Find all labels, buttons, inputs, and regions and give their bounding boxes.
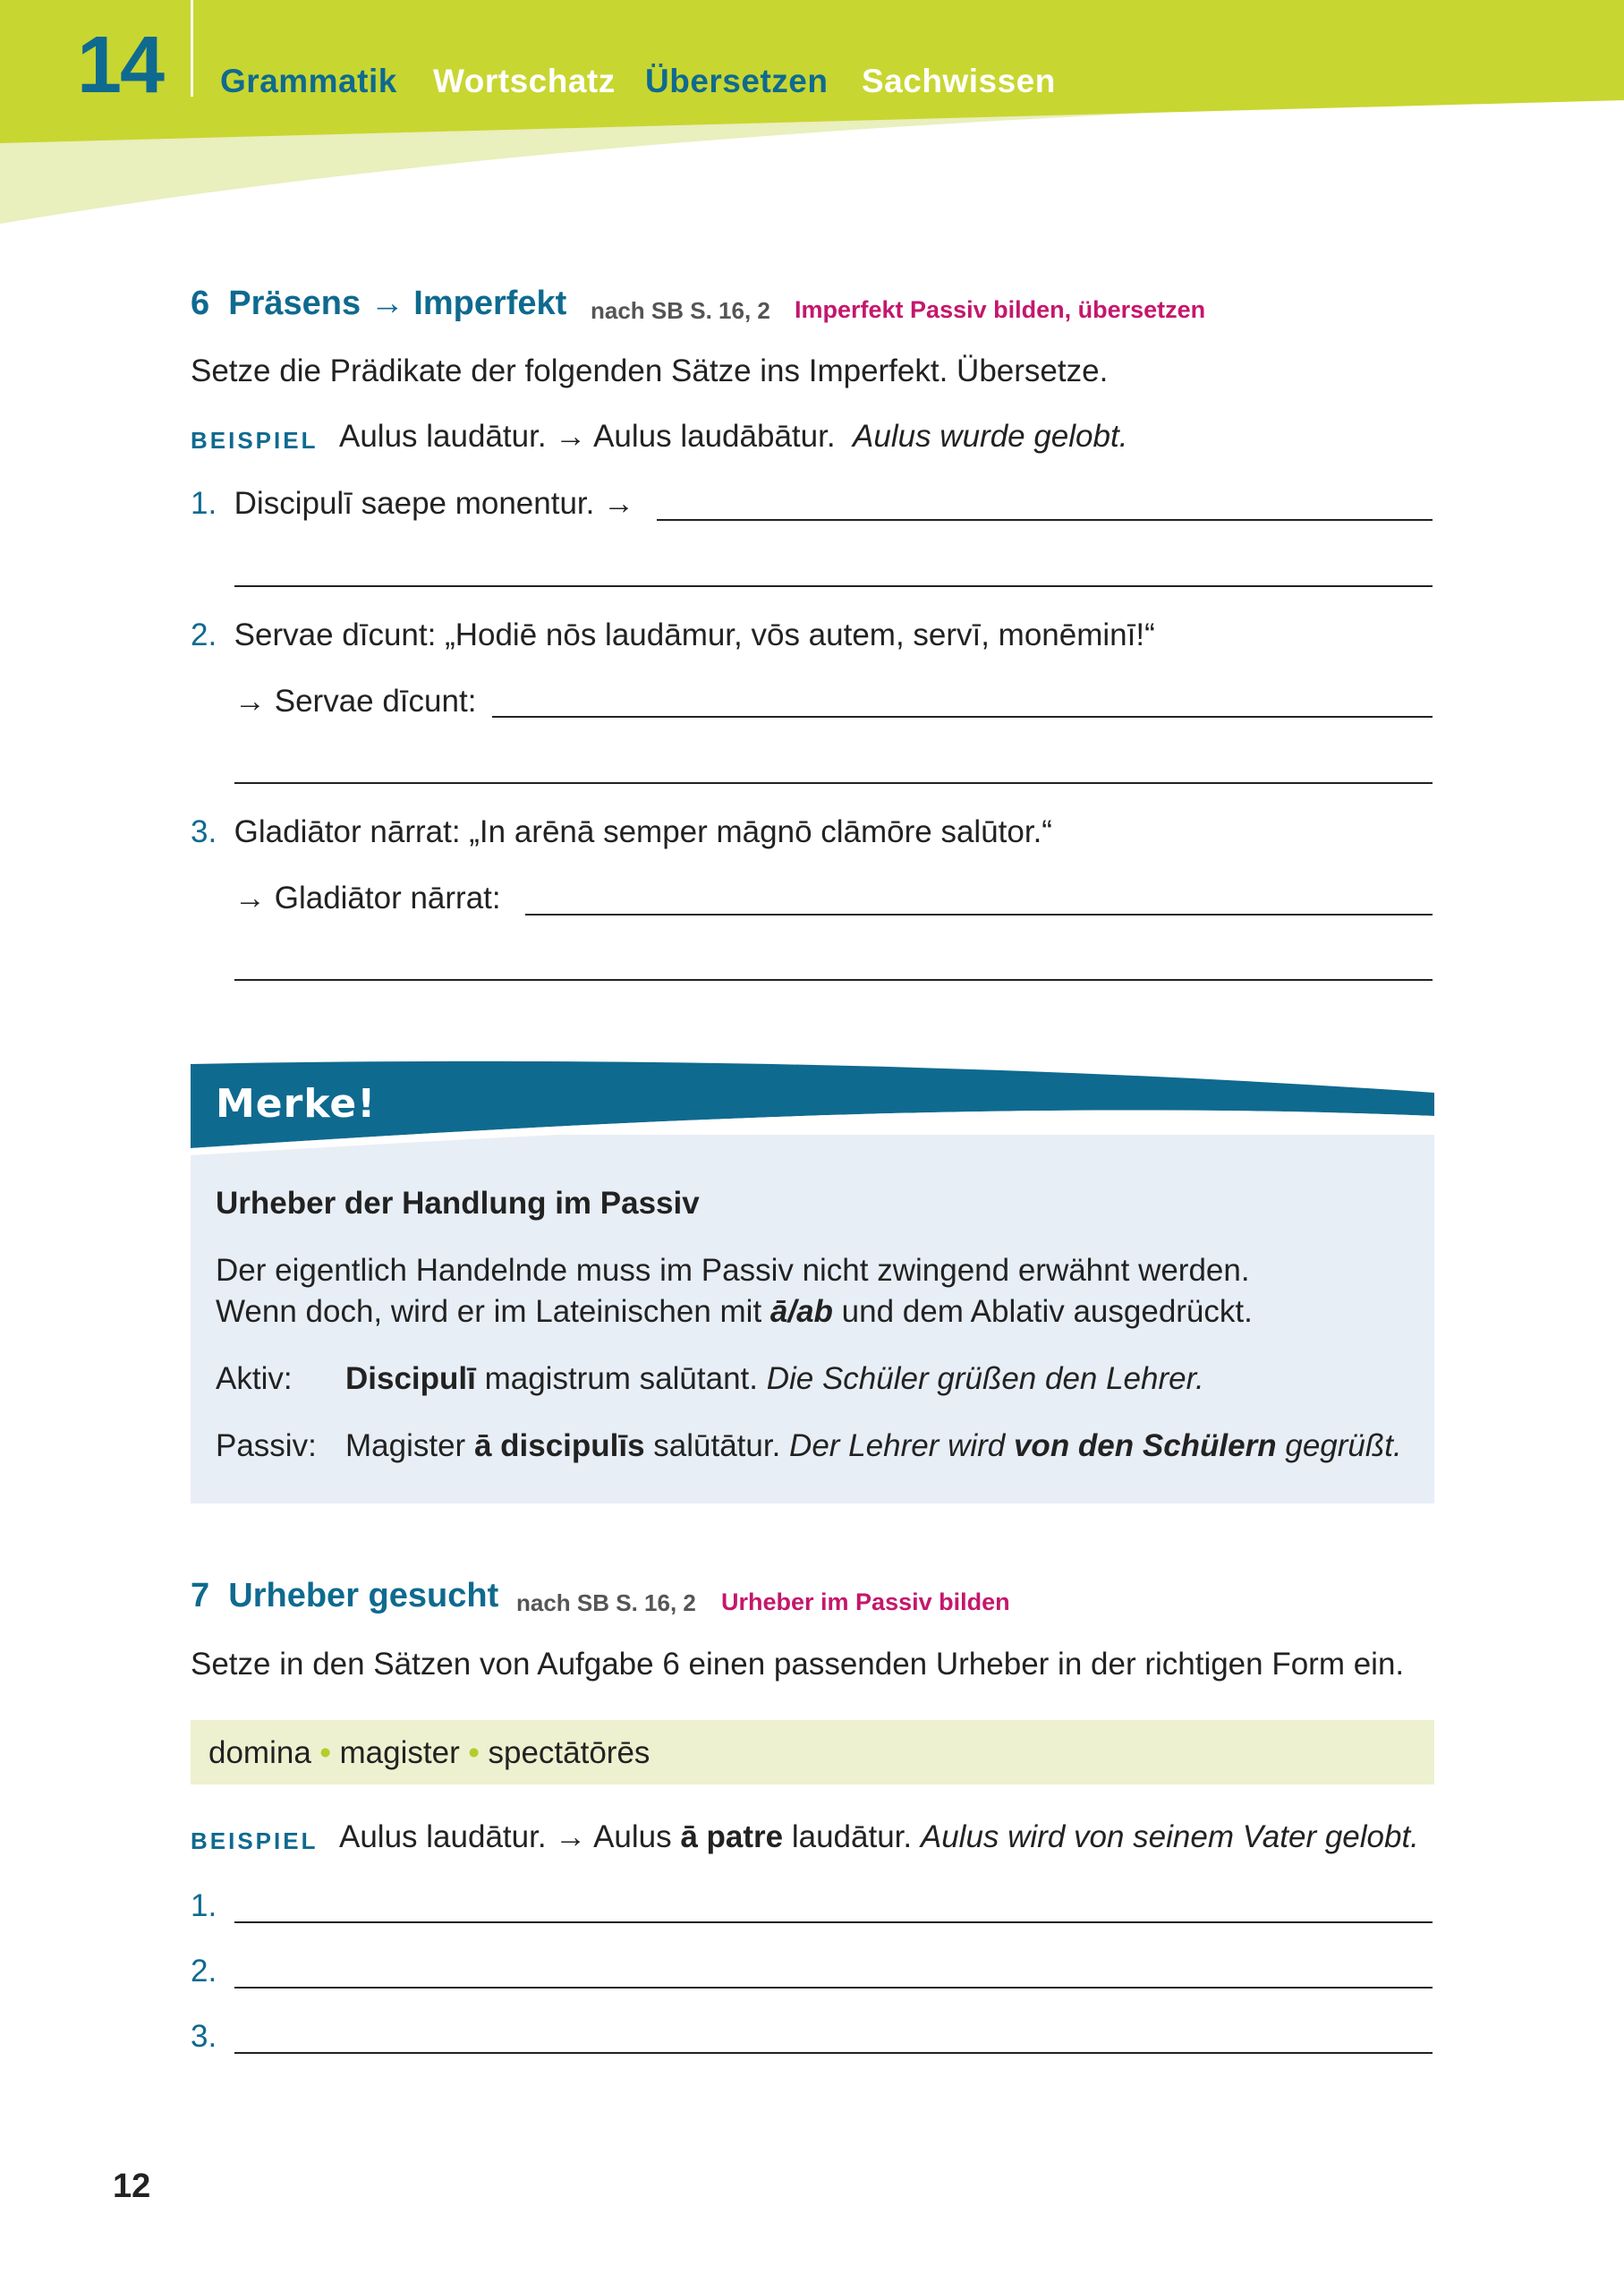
word-spectatores: spectātōrēs: [488, 1735, 650, 1770]
item-3-prompt: → Gladiātor nārrat:: [234, 881, 501, 916]
header-divider: [191, 0, 193, 97]
answer-line[interactable]: [234, 782, 1433, 784]
item-2-number: 2.: [191, 1954, 217, 1989]
passiv-label: Passiv:: [216, 1428, 317, 1463]
merke-title: Merke!: [216, 1081, 377, 1127]
exercise-6-title: 6 Präsens → Imperfekt: [191, 285, 567, 322]
word-bank-words: domina • magister • spectātōrēs: [208, 1735, 650, 1770]
aktiv-example: Discipulī magistrum salūtant. Die Schüler grüßen den Lehrer.: [345, 1361, 1204, 1396]
chapter-number: 14: [77, 21, 164, 110]
item-2-prompt: → Servae dīcunt:: [234, 684, 477, 719]
answer-line[interactable]: [234, 979, 1433, 981]
answer-line[interactable]: [234, 1921, 1433, 1923]
example-label: BEISPIEL: [191, 427, 319, 454]
exercise-7-reference: nach SB S. 16, 2: [516, 1589, 696, 1616]
merke-line-1: Der eigentlich Handelnde muss im Passiv nicht zwingend erwähnt werden.: [216, 1253, 1250, 1288]
exercise-7-tag: Urheber im Passiv bilden: [721, 1588, 1010, 1615]
answer-line[interactable]: [234, 1987, 1433, 1989]
merke-subtitle: Urheber der Handlung im Passiv: [216, 1186, 700, 1221]
nav-grammatik[interactable]: Grammatik: [220, 63, 397, 99]
answer-line[interactable]: [234, 585, 1433, 587]
page-number: 12: [113, 2168, 151, 2205]
header-band: [0, 0, 1624, 233]
exercise-6-reference: nach SB S. 16, 2: [591, 297, 770, 324]
word-magister: magister: [339, 1735, 460, 1770]
item-1-number: 1.: [191, 1888, 217, 1923]
merke-banner: [191, 1060, 1434, 1159]
merke-line-2: Wenn doch, wird er im Lateinischen mit ā/ab und dem Ablativ ausgedrückt.: [216, 1294, 1253, 1329]
exercise-6-instruction: Setze die Prädikate der folgenden Sätze ins Imperfekt. Übersetze.: [191, 353, 1109, 388]
nav-wortschatz[interactable]: Wortschatz: [433, 63, 616, 99]
item-3-text: 3. Gladiātor nārrat: „In arēnā semper māgnō clāmōre salūtor.“: [191, 814, 1052, 849]
word-domina: domina: [208, 1735, 311, 1770]
answer-line[interactable]: [525, 914, 1433, 916]
nav-uebersetzen[interactable]: Übersetzen: [645, 63, 829, 99]
item-3-number: 3.: [191, 2019, 217, 2054]
example-7-text: Aulus laudātur. → Aulus ā patre laudātur. Aulus wird von seinem Vater gelobt.: [339, 1819, 1419, 1854]
nav-sachwissen[interactable]: Sachwissen: [862, 63, 1056, 99]
aktiv-label: Aktiv:: [216, 1361, 293, 1396]
exercise-6-tag: Imperfekt Passiv bilden, übersetzen: [795, 296, 1206, 323]
item-2-text: 2. Servae dīcunt: „Hodiē nōs laudāmur, vōs autem, servī, monēminī!“: [191, 617, 1155, 652]
example-text: Aulus laudātur. → Aulus laudābātur. Aulus wurde gelobt.: [339, 419, 1128, 454]
answer-line[interactable]: [657, 519, 1433, 521]
item-1-text: 1. Discipulī saepe monentur. →: [191, 486, 635, 521]
answer-line[interactable]: [234, 2052, 1433, 2054]
answer-line[interactable]: [492, 716, 1433, 718]
exercise-7-instruction: Setze in den Sätzen von Aufgabe 6 einen passenden Urheber in der richtigen Form ein.: [191, 1647, 1405, 1682]
passiv-example: Magister ā discipulīs salūtātur. Der Lehrer wird von den Schülern gegrüßt.: [345, 1428, 1402, 1463]
exercise-7-title: 7 Urheber gesucht: [191, 1577, 499, 1614]
example-label: BEISPIEL: [191, 1827, 319, 1854]
